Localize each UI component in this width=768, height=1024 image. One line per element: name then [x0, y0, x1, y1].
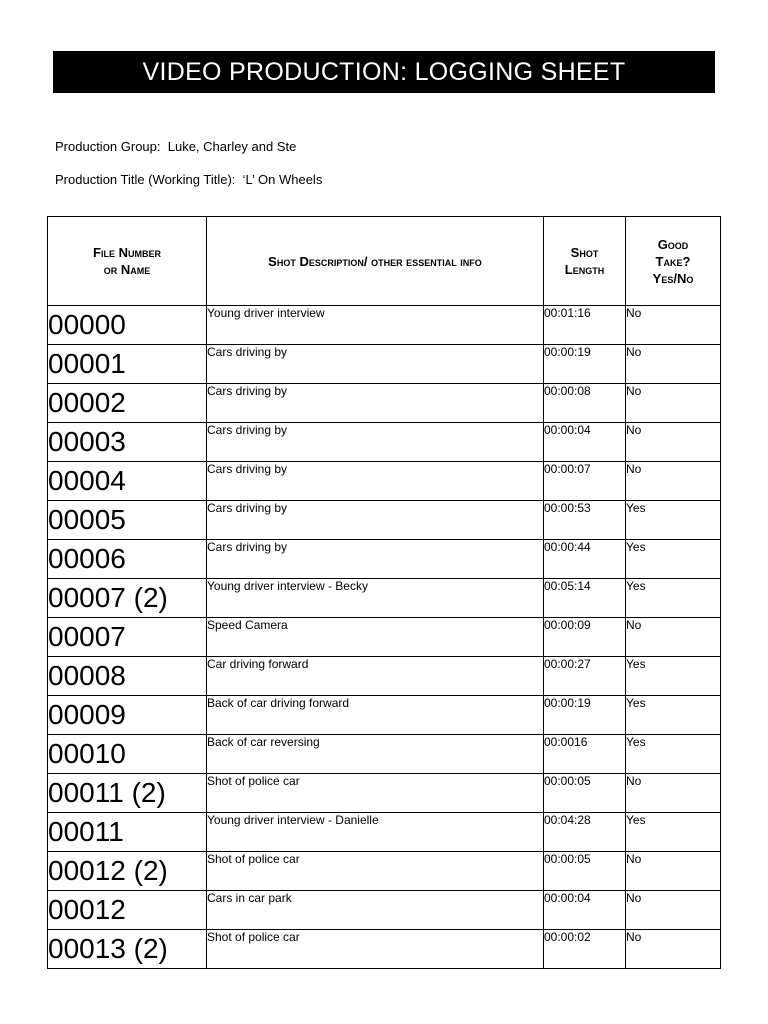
table-row — [48, 384, 721, 423]
file-number-cell: 00004 — [48, 462, 207, 501]
file-number-cell: 00010 — [48, 735, 207, 774]
table-row — [48, 813, 721, 852]
good-take-cell: No — [626, 462, 721, 501]
shot-length-cell: 00:00:19 — [544, 345, 626, 384]
table-row — [48, 540, 721, 579]
shot-length-cell: 00:00:44 — [544, 540, 626, 579]
header-shot-length — [544, 217, 626, 306]
table-row — [48, 345, 721, 384]
shot-description-cell: Young driver interview — [207, 306, 544, 345]
shot-length-cell: 00:04:28 — [544, 813, 626, 852]
good-take-cell: No — [626, 423, 721, 462]
file-number-cell: 00005 — [48, 501, 207, 540]
good-take-cell: No — [626, 345, 721, 384]
shot-description-cell: Cars driving by — [207, 540, 544, 579]
good-take-cell: No — [626, 306, 721, 345]
file-number-cell: 00011 (2) — [48, 774, 207, 813]
table-body — [48, 306, 721, 969]
logging-table — [47, 216, 721, 969]
shot-description-cell: Speed Camera — [207, 618, 544, 657]
file-number-cell: 00011 — [48, 813, 207, 852]
good-take-cell: Yes — [626, 501, 721, 540]
header-length-line1: Shot — [570, 245, 599, 260]
shot-description-cell: Car driving forward — [207, 657, 544, 696]
shot-length-cell: 00:00:04 — [544, 891, 626, 930]
header-description-text: Shot Description/ other essential info — [268, 253, 482, 269]
table-row — [48, 735, 721, 774]
file-number-cell: 00009 — [48, 696, 207, 735]
table-row — [48, 657, 721, 696]
table-header-row — [48, 217, 721, 306]
good-take-cell: No — [626, 930, 721, 969]
good-take-cell: No — [626, 774, 721, 813]
file-number-cell: 00008 — [48, 657, 207, 696]
header-shot-description — [207, 217, 544, 306]
table-row — [48, 579, 721, 618]
shot-description-cell: Cars driving by — [207, 384, 544, 423]
good-take-cell: No — [626, 618, 721, 657]
good-take-cell: Yes — [626, 735, 721, 774]
table-row — [48, 423, 721, 462]
file-number-cell: 00007 (2) — [48, 579, 207, 618]
shot-description-cell: Shot of police car — [207, 930, 544, 969]
shot-description-cell: Cars driving by — [207, 345, 544, 384]
production-group: Production Group: Luke, Charley and Ste — [55, 139, 297, 154]
shot-length-cell: 00:05:14 — [544, 579, 626, 618]
shot-description-cell: Back of car reversing — [207, 735, 544, 774]
shot-length-cell: 00:00:27 — [544, 657, 626, 696]
table-row — [48, 930, 721, 969]
file-number-cell: 00000 — [48, 306, 207, 345]
table-row — [48, 696, 721, 735]
shot-length-cell: 00:00:02 — [544, 930, 626, 969]
shot-description-cell: Young driver interview - Danielle — [207, 813, 544, 852]
file-number-cell: 00002 — [48, 384, 207, 423]
file-number-cell: 00012 — [48, 891, 207, 930]
good-take-cell: Yes — [626, 813, 721, 852]
shot-description-cell: Cars driving by — [207, 501, 544, 540]
shot-length-cell: 00:00:04 — [544, 423, 626, 462]
shot-description-cell: Shot of police car — [207, 774, 544, 813]
shot-length-cell: 00:01:16 — [544, 306, 626, 345]
production-title: Production Title (Working Title): ‘L’ On Wheels — [55, 172, 323, 187]
file-number-cell: 00001 — [48, 345, 207, 384]
good-take-cell: No — [626, 384, 721, 423]
shot-length-cell: 00:00:09 — [544, 618, 626, 657]
shot-description-cell: Cars in car park — [207, 891, 544, 930]
file-number-cell: 00003 — [48, 423, 207, 462]
good-take-cell: Yes — [626, 540, 721, 579]
table-row — [48, 891, 721, 930]
shot-length-cell: 00:00:08 — [544, 384, 626, 423]
table-row — [48, 501, 721, 540]
header-good-line2: Take? — [655, 253, 691, 269]
shot-description-cell: Cars driving by — [207, 462, 544, 501]
table-row — [48, 306, 721, 345]
file-number-cell: 00012 (2) — [48, 852, 207, 891]
header-good-line3: Yes/No — [652, 270, 694, 286]
good-take-cell: No — [626, 852, 721, 891]
good-take-cell: Yes — [626, 657, 721, 696]
shot-length-cell: 00:00:19 — [544, 696, 626, 735]
shot-description-cell: Back of car driving forward — [207, 696, 544, 735]
shot-length-cell: 00:00:05 — [544, 774, 626, 813]
shot-length-cell: 00:00:05 — [544, 852, 626, 891]
shot-description-cell: Cars driving by — [207, 423, 544, 462]
header-good-line1: Good — [657, 236, 689, 252]
table-row — [48, 462, 721, 501]
header-good-take — [626, 217, 721, 306]
header-length-line2: Length — [564, 262, 605, 277]
page-title: VIDEO PRODUCTION: LOGGING SHEET — [53, 51, 715, 93]
table-row — [48, 852, 721, 891]
shot-length-cell: 00:00:53 — [544, 501, 626, 540]
file-number-cell: 00006 — [48, 540, 207, 579]
header-file-line1: File Number — [93, 245, 161, 260]
shot-description-cell: Shot of police car — [207, 852, 544, 891]
table-row — [48, 618, 721, 657]
shot-length-cell: 00:0016 — [544, 735, 626, 774]
file-number-cell: 00007 — [48, 618, 207, 657]
shot-description-cell: Young driver interview - Becky — [207, 579, 544, 618]
table-row — [48, 774, 721, 813]
good-take-cell: Yes — [626, 579, 721, 618]
shot-length-cell: 00:00:07 — [544, 462, 626, 501]
good-take-cell: Yes — [626, 696, 721, 735]
good-take-cell: No — [626, 891, 721, 930]
file-number-cell: 00013 (2) — [48, 930, 207, 969]
header-file-line2: or Name — [103, 262, 151, 277]
header-file-number — [48, 217, 207, 306]
